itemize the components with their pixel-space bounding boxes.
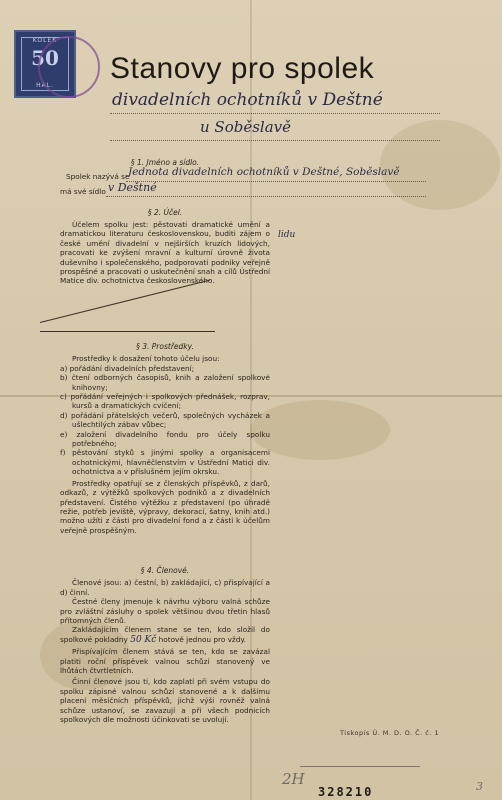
section-heading: § 1. Jméno a sídlo. <box>130 158 200 167</box>
strike-line <box>40 331 215 332</box>
section-3 <box>60 342 270 535</box>
seat-value: v Deštné <box>108 181 157 194</box>
printer-mark: Tiskopis Ú. M. D. O. Č. č. 1 <box>340 729 440 737</box>
members-types: Členové jsou: a) čestní, b) zakládající, c) přispívající a d) činní. <box>60 578 270 597</box>
dotted-line <box>106 196 426 197</box>
means-item: a) pořádání divadelních představení; <box>60 363 195 373</box>
strike-line <box>40 280 210 323</box>
means-item: b) čtení odborných časopisů, knih a založení spolkové knihovny; <box>60 373 270 392</box>
stamp-value: 50 <box>31 46 59 70</box>
means-intro: Prostředky k dosažení tohoto účelu jsou: <box>72 354 220 364</box>
association-name-value: Jednota divadelních ochotníků v Deštné, Soběslavě <box>128 166 400 178</box>
dotted-line <box>126 181 426 182</box>
means-item: e) založení divadelního fondu pro účely spolku potřebného; <box>60 429 270 449</box>
association-name-handwritten: divadelních ochotníků v Deštné <box>112 90 383 110</box>
field-label: Spolek nazývá se <box>66 172 130 181</box>
founding-amount-handwritten: 50 Kč <box>130 634 157 645</box>
pencil-note: 2H <box>282 770 305 788</box>
association-name-handwritten: u Soběslavě <box>200 118 292 136</box>
means-item: c) pořádání veřejných i spolkových přednášek, rozprav, kursů a dramatických cvičení; <box>60 392 270 411</box>
section-4 <box>60 566 270 725</box>
field-label: má své sídlo <box>60 187 106 196</box>
seat-row <box>60 187 106 196</box>
members-active: Činní členové jsou ti, kdo zaplatí při svém vstupu do spolku zápisné valnou schůzí stanovené a k dalšímu placení měsíčních příspěvků, jichž výši rovněž valná schůze ustanoví, se zavazují a při všech podnicích spolkových dle možnosti účinkovati se uvolují. <box>60 677 270 725</box>
founding-text: hotově jednou pro vždy. <box>158 634 246 644</box>
members-contributing: Přispívajícím členem stává se ten, kdo se zavázal platiti roční příspěvek valnou schůzí stanovený ve lhůtách čtvrtletních. <box>60 647 270 676</box>
purpose-text: Účelem spolku jest: pěstovati dramatické umění a dramatickou literaturu československou, buditi zájem o české umění divadelní v nejširších kruzích lidových, pracovati ke zvýšení mravní a kulturní úrovně života duševního i společenského, podporovati podniky veřejně prospěšné a pracovati o uskutečnění snah a cílů Ústřední Matice div. ochotnictva československého. <box>60 220 270 286</box>
pencil-note: 3 <box>476 780 483 793</box>
stamp-caption: KOLEK <box>32 37 58 44</box>
margin-note: lidu <box>278 230 296 240</box>
means-item: f) pěstování styků s jinými spolky a organisacemi ochotnickými, hlavněčlenstvím v Ústřední Matici div. ochotnictva a v příslušném jejím okrsku. <box>60 448 270 477</box>
document-title: Stanovy pro spolek <box>110 52 375 85</box>
serial-number: 328210 <box>318 785 374 799</box>
association-name-row <box>66 172 129 181</box>
section-heading: § 3. Prostředky. <box>136 342 194 351</box>
stain <box>250 400 390 460</box>
section-heading: § 4. Členové. <box>140 566 190 575</box>
stamp-caption: HAL. <box>36 82 54 89</box>
dotted-line <box>110 113 440 114</box>
pencil-underline <box>300 766 420 767</box>
section-heading: § 2. Účel. <box>147 208 183 217</box>
members-honorary: Čestné členy jmenuje k návrhu výboru valná schůze pro zvláštní zásluhy o spolek většinou dvou třetin hlasů přítomných členů. <box>60 597 270 626</box>
means-item: d) pořádání přátelských večerů, společných vycházek a ušlechtilých zábav vůbec; <box>60 410 270 430</box>
means-funds: Prostředky opatřují se z členských příspěvků, z darů, odkazů, z výtěžků spolkových podniků a z divadelních představení. Čistého výtěžku z představení (po úhradě režie, potřeb jeviště, výpravy, dekorací, šatny, knih atd.) možno užíti z části pro divadelní fond a z části k účelům veřejně prospěšným. <box>60 478 270 535</box>
founding-text: Zakládajícím členem stane se ten, kdo složil do spolkové pokladny <box>60 625 270 644</box>
cancellation-mark <box>38 36 100 98</box>
dotted-line <box>110 140 440 141</box>
members-founding <box>60 625 270 645</box>
